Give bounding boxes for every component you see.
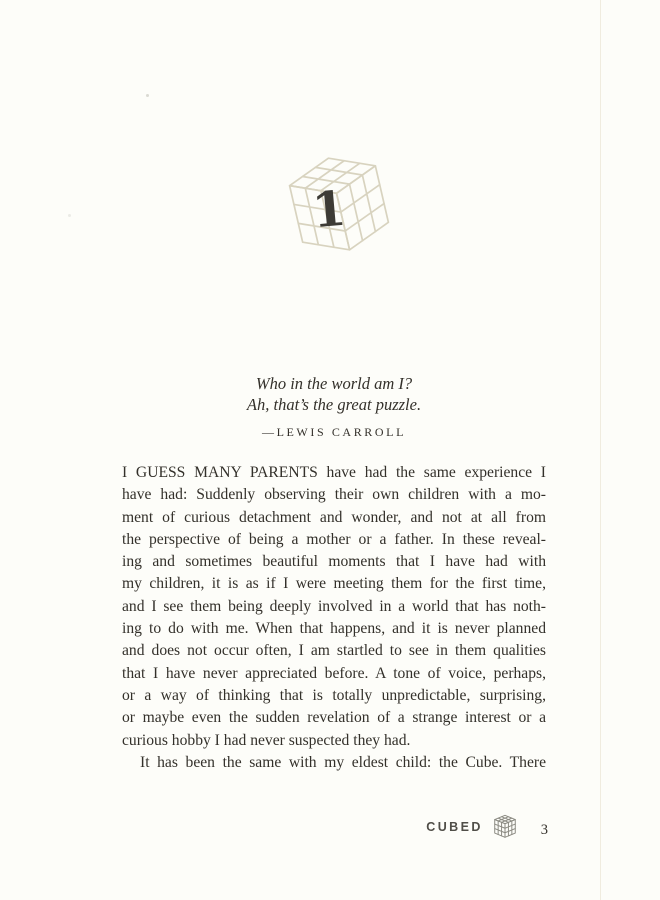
body-line: or maybe even the sudden revelation of a strange interest or a — [122, 709, 546, 727]
body-text — [122, 462, 546, 774]
body-line: the perspective of being a mother or a father. In these reveal- — [122, 530, 546, 548]
cube-logo-icon — [491, 813, 519, 841]
body-line: have had: Suddenly observing their own children with a mo- — [122, 486, 546, 504]
body-line: and I see them being deeply involved in a world that has noth- — [122, 597, 546, 615]
body-line: curious hobby I had never suspected they had. — [122, 731, 411, 749]
body-line: I GUESS MANY PARENTS have had the same experience I — [122, 464, 546, 481]
epigraph — [134, 373, 534, 440]
epigraph-attribution: —LEWIS CARROLL — [261, 425, 407, 439]
body-line: ment of curious detachment and wonder, and not at all from — [122, 508, 546, 526]
epigraph-line-2: Ah, that’s the great puzzle. — [246, 395, 422, 414]
scan-artifact — [146, 94, 149, 97]
page-footer — [122, 810, 548, 844]
scan-artifact — [68, 214, 71, 217]
book-title-label: CUBED — [426, 820, 483, 834]
body-line: ing to do with me. When that happens, and it is never planned — [122, 620, 546, 638]
body-line: It has been the same with my eldest child: the Cube. There — [140, 753, 546, 771]
epigraph-line-1: Who in the world am I? — [255, 374, 413, 393]
chapter-number: 1 — [310, 180, 349, 240]
body-line: that I have never appreciated before. A tone of voice, perhaps, — [122, 664, 546, 682]
page-edge — [600, 0, 601, 900]
body-line: and does not occur often, I am startled to see in them qualities — [122, 642, 546, 660]
body-line: ing and sometimes beautiful moments that I have had with — [122, 553, 546, 571]
chapter-cube-illustration — [279, 147, 399, 267]
body-line: or a way of thinking that is totally unpredictable, surprising, — [122, 686, 546, 704]
page-number: 3 — [540, 821, 548, 838]
body-line: my children, it is as if I were meeting them for the first time, — [122, 575, 546, 593]
